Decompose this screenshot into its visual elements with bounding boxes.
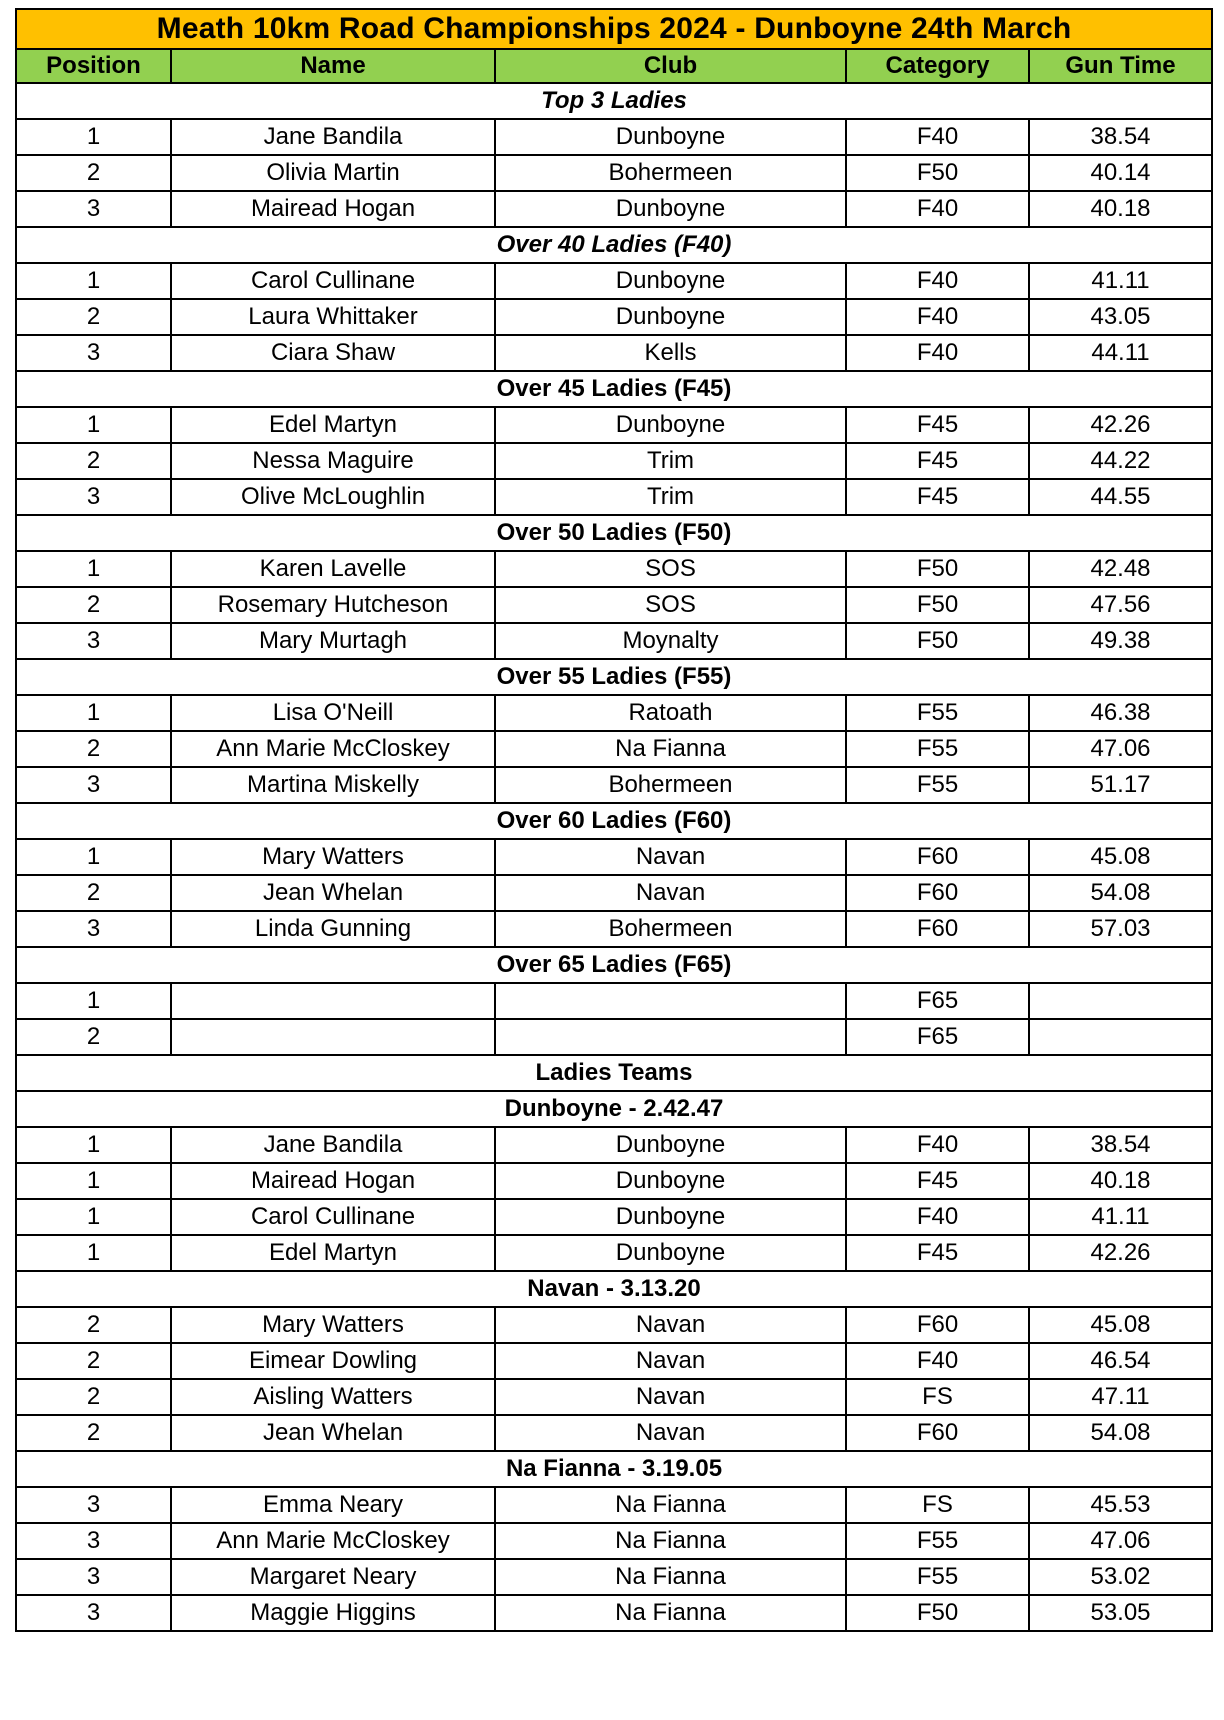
position-cell: 3 <box>16 191 171 227</box>
column-header-position: Position <box>16 49 171 83</box>
category-cell: F60 <box>846 839 1029 875</box>
table-row <box>16 731 1212 767</box>
category-cell: F60 <box>846 875 1029 911</box>
position-cell: 2 <box>16 299 171 335</box>
section-heading-row <box>16 1451 1212 1487</box>
section-heading: Over 65 Ladies (F65) <box>16 947 1212 983</box>
position-cell: 2 <box>16 1415 171 1451</box>
club-cell: Dunboyne <box>495 263 846 299</box>
position-cell: 2 <box>16 1343 171 1379</box>
table-row <box>16 587 1212 623</box>
category-cell: F60 <box>846 911 1029 947</box>
category-cell: F40 <box>846 299 1029 335</box>
name-cell: Emma Neary <box>171 1487 495 1523</box>
gun-time-cell: 47.11 <box>1029 1379 1212 1415</box>
gun-time-cell: 53.05 <box>1029 1595 1212 1631</box>
name-cell <box>171 983 495 1019</box>
name-cell: Eimear Dowling <box>171 1343 495 1379</box>
club-cell: Dunboyne <box>495 1199 846 1235</box>
table-row <box>16 1379 1212 1415</box>
club-cell: Bohermeen <box>495 767 846 803</box>
gun-time-cell: 53.02 <box>1029 1559 1212 1595</box>
gun-time-cell: 42.26 <box>1029 407 1212 443</box>
position-cell: 1 <box>16 407 171 443</box>
page-title: Meath 10km Road Championships 2024 - Dunboyne 24th March <box>16 9 1212 49</box>
position-cell: 3 <box>16 1487 171 1523</box>
club-cell: Dunboyne <box>495 119 846 155</box>
category-cell: F40 <box>846 1127 1029 1163</box>
position-cell: 1 <box>16 839 171 875</box>
table-row <box>16 623 1212 659</box>
gun-time-cell: 45.53 <box>1029 1487 1212 1523</box>
name-cell: Martina Miskelly <box>171 767 495 803</box>
category-cell: F50 <box>846 1595 1029 1631</box>
gun-time-cell: 45.08 <box>1029 1307 1212 1343</box>
gun-time-cell: 42.26 <box>1029 1235 1212 1271</box>
position-cell: 3 <box>16 479 171 515</box>
table-row <box>16 119 1212 155</box>
position-cell: 3 <box>16 767 171 803</box>
name-cell: Ann Marie McCloskey <box>171 1523 495 1559</box>
table-row <box>16 1235 1212 1271</box>
section-heading: Dunboyne - 2.42.47 <box>16 1091 1212 1127</box>
name-cell: Olive McLoughlin <box>171 479 495 515</box>
position-cell: 1 <box>16 983 171 1019</box>
gun-time-cell: 44.11 <box>1029 335 1212 371</box>
category-cell: F65 <box>846 1019 1029 1055</box>
position-cell: 1 <box>16 551 171 587</box>
gun-time-cell: 41.11 <box>1029 263 1212 299</box>
section-heading: Over 55 Ladies (F55) <box>16 659 1212 695</box>
gun-time-cell <box>1029 1019 1212 1055</box>
club-cell: Dunboyne <box>495 299 846 335</box>
name-cell: Ann Marie McCloskey <box>171 731 495 767</box>
category-cell: F40 <box>846 191 1029 227</box>
table-row <box>16 1307 1212 1343</box>
name-cell: Mary Watters <box>171 839 495 875</box>
club-cell: Navan <box>495 839 846 875</box>
table-row <box>16 407 1212 443</box>
club-cell: SOS <box>495 551 846 587</box>
gun-time-cell: 44.22 <box>1029 443 1212 479</box>
category-cell: F55 <box>846 731 1029 767</box>
section-heading-row <box>16 1271 1212 1307</box>
position-cell: 2 <box>16 731 171 767</box>
name-cell: Laura Whittaker <box>171 299 495 335</box>
position-cell: 2 <box>16 1019 171 1055</box>
section-heading: Over 50 Ladies (F50) <box>16 515 1212 551</box>
position-cell: 2 <box>16 587 171 623</box>
club-cell: Bohermeen <box>495 911 846 947</box>
section-heading: Na Fianna - 3.19.05 <box>16 1451 1212 1487</box>
gun-time-cell: 43.05 <box>1029 299 1212 335</box>
section-heading: Over 45 Ladies (F45) <box>16 371 1212 407</box>
position-cell: 1 <box>16 695 171 731</box>
club-cell: SOS <box>495 587 846 623</box>
name-cell: Rosemary Hutcheson <box>171 587 495 623</box>
section-heading-row <box>16 83 1212 119</box>
club-cell: Navan <box>495 1415 846 1451</box>
name-cell: Mairead Hogan <box>171 1163 495 1199</box>
category-cell: F40 <box>846 335 1029 371</box>
table-row <box>16 1559 1212 1595</box>
club-cell: Dunboyne <box>495 1163 846 1199</box>
gun-time-cell: 44.55 <box>1029 479 1212 515</box>
section-heading-row <box>16 803 1212 839</box>
gun-time-cell: 54.08 <box>1029 1415 1212 1451</box>
club-cell: Trim <box>495 479 846 515</box>
position-cell: 1 <box>16 119 171 155</box>
table-row <box>16 263 1212 299</box>
club-cell: Navan <box>495 1343 846 1379</box>
position-cell: 1 <box>16 1163 171 1199</box>
gun-time-cell: 57.03 <box>1029 911 1212 947</box>
table-row <box>16 479 1212 515</box>
club-cell: Navan <box>495 875 846 911</box>
club-cell: Dunboyne <box>495 191 846 227</box>
name-cell: Karen Lavelle <box>171 551 495 587</box>
table-row <box>16 1343 1212 1379</box>
table-row <box>16 335 1212 371</box>
name-cell: Ciara Shaw <box>171 335 495 371</box>
column-header-name: Name <box>171 49 495 83</box>
name-cell: Olivia Martin <box>171 155 495 191</box>
title-row <box>16 9 1212 49</box>
gun-time-cell: 38.54 <box>1029 119 1212 155</box>
section-heading: Over 40 Ladies (F40) <box>16 227 1212 263</box>
gun-time-cell: 46.54 <box>1029 1343 1212 1379</box>
category-cell: F40 <box>846 1199 1029 1235</box>
category-cell: F50 <box>846 155 1029 191</box>
category-cell: F45 <box>846 479 1029 515</box>
name-cell: Jean Whelan <box>171 1415 495 1451</box>
column-header-club: Club <box>495 49 846 83</box>
gun-time-cell: 40.18 <box>1029 1163 1212 1199</box>
table-row <box>16 983 1212 1019</box>
table-row <box>16 155 1212 191</box>
results-table <box>15 8 1213 1632</box>
category-cell: F45 <box>846 407 1029 443</box>
gun-time-cell <box>1029 983 1212 1019</box>
position-cell: 1 <box>16 1127 171 1163</box>
table-row <box>16 839 1212 875</box>
position-cell: 1 <box>16 263 171 299</box>
name-cell <box>171 1019 495 1055</box>
position-cell: 2 <box>16 443 171 479</box>
gun-time-cell: 46.38 <box>1029 695 1212 731</box>
category-cell: F55 <box>846 767 1029 803</box>
section-heading: Over 60 Ladies (F60) <box>16 803 1212 839</box>
table-row <box>16 1019 1212 1055</box>
category-cell: F40 <box>846 1343 1029 1379</box>
position-cell: 1 <box>16 1199 171 1235</box>
section-heading-row <box>16 947 1212 983</box>
club-cell: Dunboyne <box>495 1127 846 1163</box>
table-row <box>16 1127 1212 1163</box>
club-cell: Na Fianna <box>495 731 846 767</box>
name-cell: Lisa O'Neill <box>171 695 495 731</box>
gun-time-cell: 51.17 <box>1029 767 1212 803</box>
table-row <box>16 1199 1212 1235</box>
category-cell: F50 <box>846 587 1029 623</box>
name-cell: Mary Murtagh <box>171 623 495 659</box>
club-cell: Ratoath <box>495 695 846 731</box>
name-cell: Carol Cullinane <box>171 1199 495 1235</box>
gun-time-cell: 40.14 <box>1029 155 1212 191</box>
section-heading-row <box>16 371 1212 407</box>
category-cell: F40 <box>846 263 1029 299</box>
category-cell: F50 <box>846 623 1029 659</box>
category-cell: F55 <box>846 1523 1029 1559</box>
club-cell: Na Fianna <box>495 1595 846 1631</box>
table-row <box>16 1523 1212 1559</box>
club-cell: Na Fianna <box>495 1559 846 1595</box>
club-cell <box>495 983 846 1019</box>
gun-time-cell: 42.48 <box>1029 551 1212 587</box>
table-row <box>16 911 1212 947</box>
club-cell: Moynalty <box>495 623 846 659</box>
table-row <box>16 443 1212 479</box>
table-row <box>16 1487 1212 1523</box>
position-cell: 3 <box>16 1523 171 1559</box>
gun-time-cell: 40.18 <box>1029 191 1212 227</box>
table-row <box>16 875 1212 911</box>
category-cell: F60 <box>846 1307 1029 1343</box>
name-cell: Edel Martyn <box>171 407 495 443</box>
position-cell: 3 <box>16 911 171 947</box>
position-cell: 2 <box>16 155 171 191</box>
gun-time-cell: 54.08 <box>1029 875 1212 911</box>
club-cell: Navan <box>495 1307 846 1343</box>
category-cell: F45 <box>846 443 1029 479</box>
category-cell: FS <box>846 1487 1029 1523</box>
position-cell: 3 <box>16 1595 171 1631</box>
section-heading-row <box>16 1091 1212 1127</box>
table-row <box>16 1415 1212 1451</box>
position-cell: 3 <box>16 1559 171 1595</box>
category-cell: F45 <box>846 1163 1029 1199</box>
position-cell: 2 <box>16 875 171 911</box>
category-cell: F60 <box>846 1415 1029 1451</box>
column-header-gun-time: Gun Time <box>1029 49 1212 83</box>
gun-time-cell: 49.38 <box>1029 623 1212 659</box>
name-cell: Edel Martyn <box>171 1235 495 1271</box>
position-cell: 2 <box>16 1379 171 1415</box>
gun-time-cell: 47.56 <box>1029 587 1212 623</box>
club-cell: Navan <box>495 1379 846 1415</box>
name-cell: Maggie Higgins <box>171 1595 495 1631</box>
gun-time-cell: 45.08 <box>1029 839 1212 875</box>
category-cell: F65 <box>846 983 1029 1019</box>
table-row <box>16 191 1212 227</box>
name-cell: Jean Whelan <box>171 875 495 911</box>
club-cell: Na Fianna <box>495 1523 846 1559</box>
position-cell: 3 <box>16 623 171 659</box>
name-cell: Mairead Hogan <box>171 191 495 227</box>
category-cell: F40 <box>846 119 1029 155</box>
gun-time-cell: 47.06 <box>1029 1523 1212 1559</box>
club-cell <box>495 1019 846 1055</box>
name-cell: Jane Bandila <box>171 119 495 155</box>
gun-time-cell: 38.54 <box>1029 1127 1212 1163</box>
column-header-category: Category <box>846 49 1029 83</box>
club-cell: Bohermeen <box>495 155 846 191</box>
category-cell: F45 <box>846 1235 1029 1271</box>
name-cell: Jane Bandila <box>171 1127 495 1163</box>
category-cell: F55 <box>846 695 1029 731</box>
table-row <box>16 1163 1212 1199</box>
position-cell: 3 <box>16 335 171 371</box>
section-heading-row <box>16 1055 1212 1091</box>
category-cell: F55 <box>846 1559 1029 1595</box>
name-cell: Aisling Watters <box>171 1379 495 1415</box>
gun-time-cell: 41.11 <box>1029 1199 1212 1235</box>
club-cell: Dunboyne <box>495 407 846 443</box>
name-cell: Nessa Maguire <box>171 443 495 479</box>
section-heading-row <box>16 515 1212 551</box>
club-cell: Dunboyne <box>495 1235 846 1271</box>
position-cell: 2 <box>16 1307 171 1343</box>
section-heading: Navan - 3.13.20 <box>16 1271 1212 1307</box>
name-cell: Carol Cullinane <box>171 263 495 299</box>
category-cell: F50 <box>846 551 1029 587</box>
table-row <box>16 767 1212 803</box>
position-cell: 1 <box>16 1235 171 1271</box>
table-row <box>16 1595 1212 1631</box>
section-heading: Ladies Teams <box>16 1055 1212 1091</box>
table-row <box>16 299 1212 335</box>
category-cell: FS <box>846 1379 1029 1415</box>
header-row <box>16 49 1212 83</box>
club-cell: Na Fianna <box>495 1487 846 1523</box>
name-cell: Margaret Neary <box>171 1559 495 1595</box>
name-cell: Mary Watters <box>171 1307 495 1343</box>
table-row <box>16 551 1212 587</box>
section-heading: Top 3 Ladies <box>16 83 1212 119</box>
section-heading-row <box>16 659 1212 695</box>
table-row <box>16 695 1212 731</box>
club-cell: Trim <box>495 443 846 479</box>
name-cell: Linda Gunning <box>171 911 495 947</box>
gun-time-cell: 47.06 <box>1029 731 1212 767</box>
section-heading-row <box>16 227 1212 263</box>
club-cell: Kells <box>495 335 846 371</box>
